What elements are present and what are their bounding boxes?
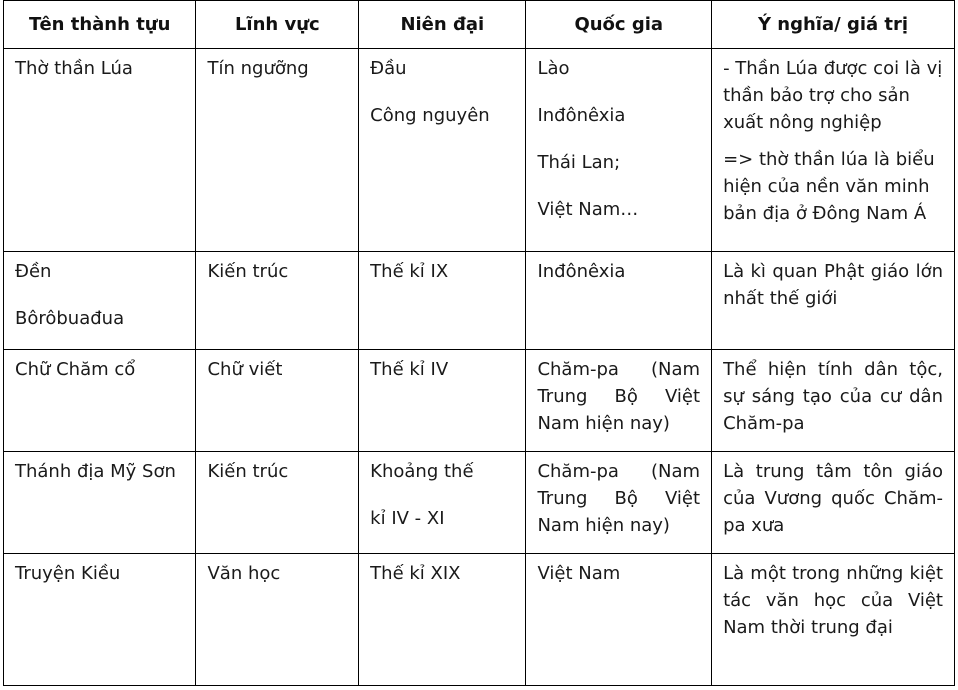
cell-text: Là một trong những kiệt tác văn học của Việt Nam thời trung đại	[723, 563, 943, 638]
cell-text: Inđônêxia	[537, 261, 626, 282]
cell-text: Thế kỉ XIX	[370, 563, 461, 584]
cell-text: Truyện Kiều	[15, 563, 121, 584]
cell-text: Inđônêxia	[537, 105, 626, 126]
header-country: Quốc gia	[526, 1, 712, 49]
cell-country	[526, 49, 712, 252]
cell-text: Việt Nam	[537, 563, 621, 584]
cell-era	[359, 49, 526, 252]
cell-meaning	[712, 554, 955, 686]
table-row	[4, 554, 955, 686]
cell-name	[4, 252, 196, 350]
cell-text: Thể hiện tính dân tộc, sự sáng tạo của cư dân Chăm-pa	[723, 359, 943, 434]
cell-text: Là trung tâm tôn giáo của Vương quốc Chăm-pa xưa	[723, 461, 943, 536]
table-row	[4, 350, 955, 452]
cell-name	[4, 350, 196, 452]
header-name: Tên thành tựu	[4, 1, 196, 49]
cell-text: Thánh địa Mỹ Sơn	[15, 461, 176, 482]
cell-country	[526, 554, 712, 686]
cell-text: Đền	[15, 261, 52, 282]
cell-meaning	[712, 350, 955, 452]
cell-field	[196, 252, 359, 350]
cell-era	[359, 350, 526, 452]
cell-text: Đầu	[370, 58, 407, 79]
cell-field	[196, 49, 359, 252]
cell-country	[526, 252, 712, 350]
cell-name	[4, 49, 196, 252]
achievements-table	[3, 0, 955, 686]
cell-text: Thế kỉ IX	[370, 261, 449, 282]
cell-text: Thờ thần Lúa	[15, 58, 133, 79]
cell-text: Là kì quan Phật giáo lớn nhất thế giới	[723, 261, 943, 309]
cell-text: Thế kỉ IV	[370, 359, 449, 380]
table-row	[4, 452, 955, 554]
cell-text: Chăm-pa (Nam Trung Bộ Việt Nam hiện nay)	[537, 359, 701, 434]
cell-country	[526, 452, 712, 554]
cell-text: - Thần Lúa được coi là vị thần bảo trợ cho sản xuất nông nghiệp	[723, 58, 943, 133]
cell-text: Công nguyên	[370, 105, 490, 126]
header-row	[4, 1, 955, 49]
cell-text: Việt Nam…	[537, 199, 639, 220]
cell-field	[196, 350, 359, 452]
cell-name	[4, 554, 196, 686]
cell-meaning	[712, 452, 955, 554]
header-field: Lĩnh vực	[196, 1, 359, 49]
cell-text: Chữ Chăm cổ	[15, 359, 136, 380]
cell-text: Chữ viết	[207, 359, 283, 380]
cell-text: Kiến trúc	[207, 461, 289, 482]
cell-text: Kiến trúc	[207, 261, 289, 282]
cell-name	[4, 452, 196, 554]
cell-text: Tín ngưỡng	[207, 58, 309, 79]
cell-field	[196, 452, 359, 554]
cell-field	[196, 554, 359, 686]
table-row	[4, 252, 955, 350]
cell-era	[359, 554, 526, 686]
cell-meaning	[712, 49, 955, 252]
cell-text: Lào	[537, 58, 570, 79]
cell-text: Khoảng thế	[370, 461, 474, 482]
table-row	[4, 49, 955, 252]
header-meaning: Ý nghĩa/ giá trị	[712, 1, 955, 49]
cell-text: kỉ IV - XI	[370, 508, 445, 529]
cell-text: Văn học	[207, 563, 281, 584]
cell-text: Bôrôbuađua	[15, 308, 125, 329]
cell-text: => thờ thần lúa là biểu hiện của nền văn minh bản địa ở Đông Nam Á	[723, 149, 935, 224]
header-era: Niên đại	[359, 1, 526, 49]
cell-era	[359, 252, 526, 350]
cell-text: Chăm-pa (Nam Trung Bộ Việt Nam hiện nay)	[537, 461, 701, 536]
cell-era	[359, 452, 526, 554]
cell-meaning	[712, 252, 955, 350]
cell-text: Thái Lan;	[537, 152, 621, 173]
cell-country	[526, 350, 712, 452]
